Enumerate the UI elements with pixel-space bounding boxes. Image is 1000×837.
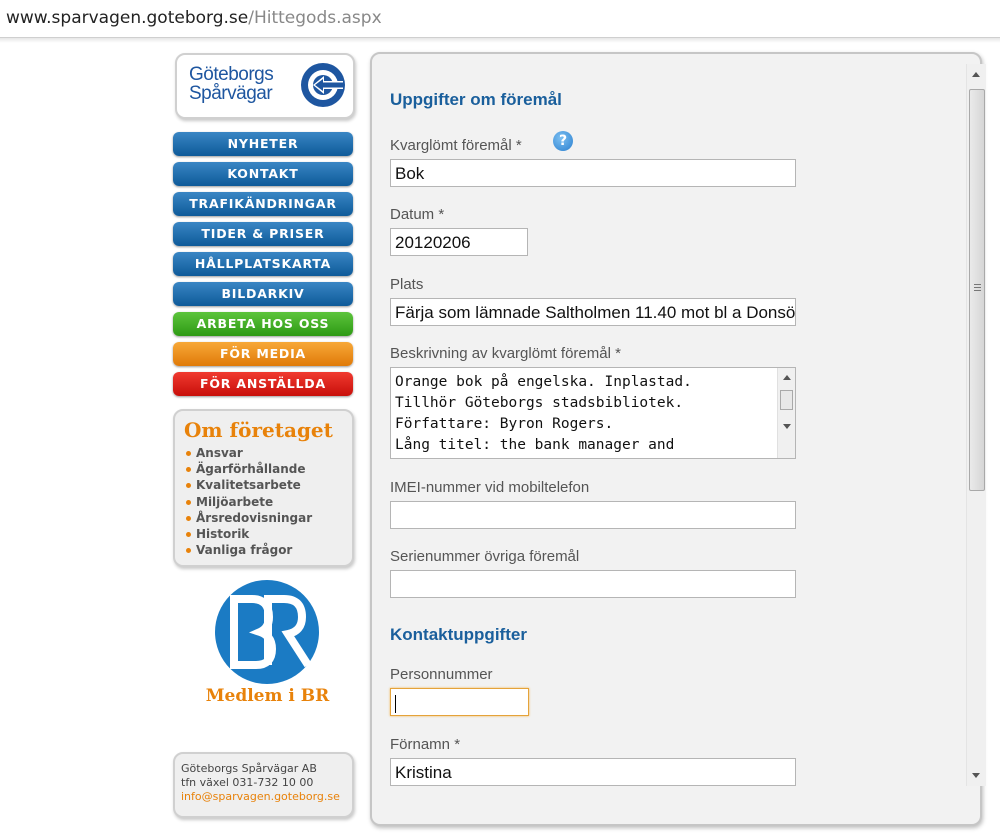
textarea-scrollbar[interactable] <box>777 368 795 458</box>
scroll-up-icon[interactable] <box>972 72 980 77</box>
place-input[interactable]: Färja som lämnade Saltholmen 11.40 mot bl a Donsö <box>390 298 796 326</box>
grip-line <box>974 290 981 291</box>
text-caret <box>395 695 396 713</box>
textarea-scroll-thumb[interactable] <box>780 390 793 410</box>
nav-for-anstallda[interactable]: FÖR ANSTÄLLDA <box>173 372 353 396</box>
nav-arbeta-hos-oss[interactable]: ARBETA HOS OSS <box>173 312 353 336</box>
about-title: Om företaget <box>184 418 333 442</box>
logo-line-2: Spårvägar <box>189 83 273 104</box>
logo-text <box>189 65 299 103</box>
address-bar-shadow <box>0 38 1000 43</box>
address-bar[interactable] <box>0 0 1000 38</box>
nav-nyheter[interactable]: NYHETER <box>173 132 353 156</box>
br-caption: Medlem i BR <box>205 686 330 706</box>
site-logo[interactable] <box>175 53 355 119</box>
imei-label: IMEI-nummer vid mobiltelefon <box>390 479 590 496</box>
serial-label: Serienummer övriga föremål <box>390 548 580 565</box>
date-label: Datum * <box>390 206 445 223</box>
about-link-kvalitetsarbete[interactable]: Kvalitetsarbete <box>184 477 352 493</box>
serial-input[interactable] <box>390 570 796 598</box>
url-host: www.sparvagen.goteborg.se <box>6 8 249 28</box>
about-links <box>184 445 352 558</box>
about-link-agarforhallande[interactable]: Ägarförhållande <box>184 461 352 477</box>
description-line: Tillhör Göteborgs stadsbibliotek. <box>395 395 684 411</box>
panel-scrollbar[interactable] <box>966 64 986 786</box>
logo-line-1: Göteborgs <box>189 64 274 85</box>
item-input[interactable]: Bok <box>390 159 796 187</box>
nav-for-media[interactable]: FÖR MEDIA <box>173 342 353 366</box>
item-label: Kvarglömt föremål * <box>390 137 522 154</box>
about-company-box <box>173 409 354 567</box>
grip-line <box>974 284 981 285</box>
personnummer-input[interactable] <box>390 688 529 716</box>
description-textarea[interactable] <box>390 367 796 459</box>
url-path: /Hittegods.aspx <box>248 8 382 28</box>
nav-hallplatskarta[interactable]: HÅLLPLATSKARTA <box>173 252 353 276</box>
description-line: Lång titel: the bank manager and <box>395 437 675 453</box>
about-link-arsredovisningar[interactable]: Årsredovisningar <box>184 510 352 526</box>
scroll-down-icon[interactable] <box>783 424 791 429</box>
place-label: Plats <box>390 276 424 293</box>
contact-info-box <box>173 752 354 818</box>
nav-tider-priser[interactable]: TIDER & PRISER <box>173 222 353 246</box>
arrow-circle-icon <box>299 61 347 109</box>
br-logo-icon[interactable] <box>212 579 322 685</box>
about-link-miljoarbete[interactable]: Miljöarbete <box>184 494 352 510</box>
company-name: Göteborgs Spårvägar AB <box>181 762 317 775</box>
company-email[interactable]: info@sparvagen.goteborg.se <box>181 790 340 803</box>
company-phone: tfn växel 031-732 10 00 <box>181 776 314 789</box>
description-line: Författare: Byron Rogers. <box>395 416 614 432</box>
scroll-up-icon[interactable] <box>783 375 791 380</box>
main-nav <box>173 132 355 402</box>
nav-bildarkiv[interactable]: BILDARKIV <box>173 282 353 306</box>
personnummer-label: Personnummer <box>390 666 493 683</box>
nav-trafikandringar[interactable]: TRAFIKÄNDRINGAR <box>173 192 353 216</box>
grip-line <box>974 287 981 288</box>
about-link-vanliga-fragor[interactable]: Vanliga frågor <box>184 542 352 558</box>
about-link-historik[interactable]: Historik <box>184 526 352 542</box>
scroll-down-icon[interactable] <box>972 773 980 778</box>
nav-kontakt[interactable]: KONTAKT <box>173 162 353 186</box>
section-item-details: Uppgifter om föremål <box>390 90 562 109</box>
lost-property-form-panel <box>370 52 982 826</box>
panel-scroll-thumb[interactable] <box>969 89 985 491</box>
help-icon[interactable]: ? <box>553 131 573 151</box>
section-contact-details: Kontaktuppgifter <box>390 625 527 644</box>
date-input[interactable]: 20120206 <box>390 228 528 256</box>
firstname-input[interactable]: Kristina <box>390 758 796 786</box>
description-line: Orange bok på engelska. Inplastad. <box>395 374 692 390</box>
firstname-label: Förnamn * <box>390 736 461 753</box>
imei-input[interactable] <box>390 501 796 529</box>
about-link-ansvar[interactable]: Ansvar <box>184 445 352 461</box>
description-label: Beskrivning av kvarglömt föremål * <box>390 345 621 362</box>
